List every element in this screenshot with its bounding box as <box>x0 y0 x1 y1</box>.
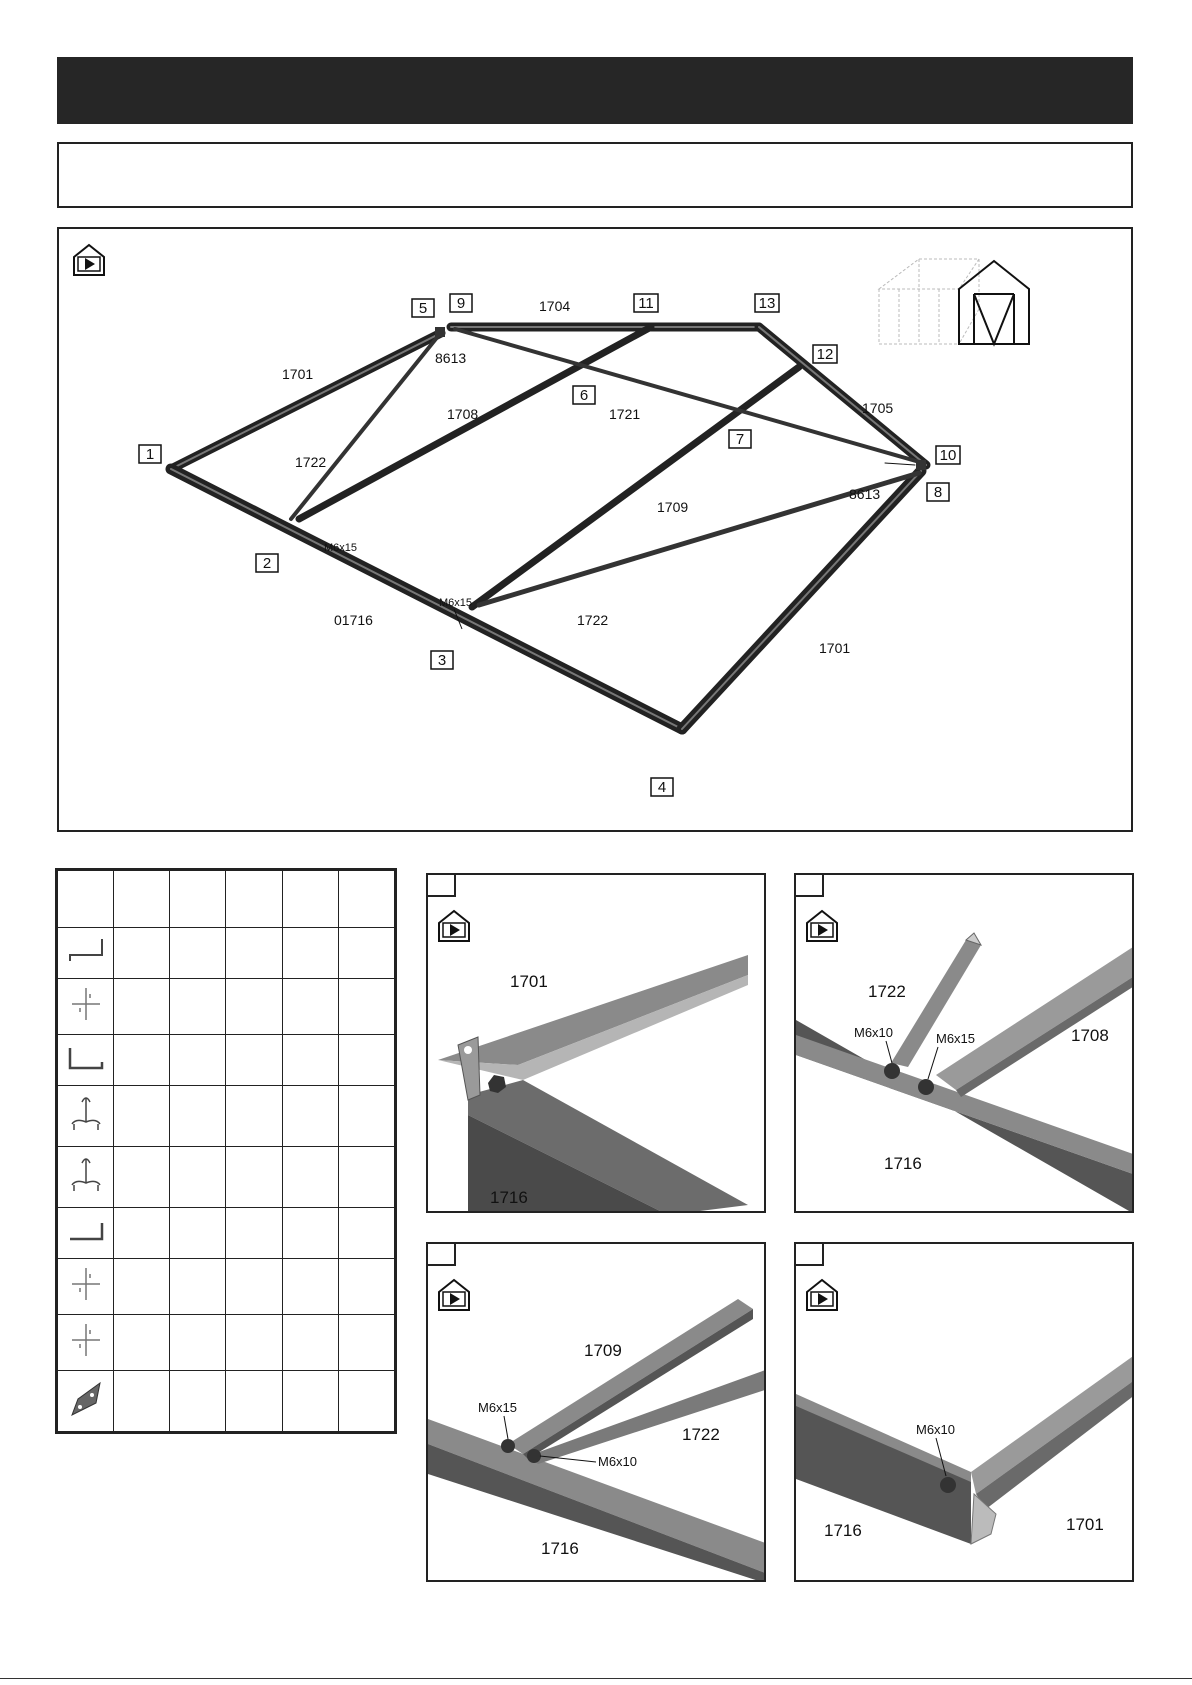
cross-profile-icon <box>64 984 108 1024</box>
footer-rule <box>0 1678 1192 1679</box>
title-bar <box>57 57 1133 124</box>
greenhouse-arrow-icon <box>807 911 837 941</box>
table-row <box>58 1371 395 1432</box>
base-frame <box>171 327 926 729</box>
callout-10: 10 <box>939 447 957 464</box>
detail-corner-1716-1701 <box>794 1242 1134 1582</box>
label-1716: 1716 <box>884 1154 922 1173</box>
ridge-profile-icon <box>64 1092 108 1136</box>
table-row <box>58 1259 395 1315</box>
callout-9: 9 <box>456 295 466 312</box>
gusset-plate-icon <box>64 1377 108 1421</box>
label-1716: 1716 <box>490 1188 528 1207</box>
label-1709: 1709 <box>584 1341 622 1360</box>
callout-8: 8 <box>933 484 943 501</box>
table-row <box>58 1147 395 1208</box>
callout-12: 12 <box>816 346 834 363</box>
label-1704: 1704 <box>539 298 571 314</box>
callout-5: 5 <box>418 300 428 317</box>
label-m6x15-b: M6x15 <box>439 597 473 609</box>
table-row <box>58 928 395 979</box>
label-1705: 1705 <box>862 400 894 416</box>
cross-profile-icon <box>64 1264 108 1304</box>
table-row <box>58 1207 395 1258</box>
step-tab <box>428 1244 456 1266</box>
label-1721: 1721 <box>609 406 641 422</box>
callout-7: 7 <box>735 431 745 448</box>
label-8613-right: 8613 <box>849 486 881 502</box>
label-m6x10: M6x10 <box>598 1454 638 1469</box>
table-row <box>58 979 395 1035</box>
label-1722-right: 1722 <box>577 612 609 628</box>
label-1722: 1722 <box>682 1425 720 1444</box>
detail-corner-1701-1716 <box>426 873 766 1213</box>
label-1722-left: 1722 <box>295 454 327 470</box>
label-1701-left: 1701 <box>282 366 314 382</box>
detail-1709-1722-1716 <box>426 1242 766 1582</box>
callout-4: 4 <box>657 779 667 796</box>
label-m6x10: M6x10 <box>854 1025 894 1040</box>
label-1709: 1709 <box>657 499 689 515</box>
callout-3: 3 <box>437 652 447 669</box>
label-m6x15: M6x15 <box>936 1031 976 1046</box>
label-m6x15-a: M6x15 <box>324 542 358 554</box>
table-row <box>58 1315 395 1371</box>
parts-table <box>55 868 397 1434</box>
step-tab <box>796 1244 824 1266</box>
label-1716: 1716 <box>824 1521 862 1540</box>
greenhouse-thumbnail <box>879 259 1029 344</box>
label-1701: 1701 <box>510 972 548 991</box>
greenhouse-arrow-icon <box>74 245 104 275</box>
callout-1: 1 <box>145 446 155 463</box>
angle-profile-icon <box>64 1213 108 1249</box>
callout-13: 13 <box>758 295 776 312</box>
label-1716: 1716 <box>541 1539 579 1558</box>
corner-profile-icon <box>64 933 108 969</box>
greenhouse-arrow-icon <box>439 1280 469 1310</box>
ridge-profile-icon <box>64 1153 108 1197</box>
label-m6x10: M6x10 <box>916 1422 956 1437</box>
label-m6x15: M6x15 <box>478 1400 518 1415</box>
step-tab <box>428 875 456 897</box>
main-assembly-diagram <box>57 227 1133 832</box>
label-01716: 01716 <box>334 612 373 628</box>
greenhouse-arrow-icon <box>807 1280 837 1310</box>
callout-numbers <box>139 294 960 796</box>
label-8613-top: 8613 <box>435 350 467 366</box>
label-1722: 1722 <box>868 982 906 1001</box>
table-row <box>58 1086 395 1147</box>
label-1701: 1701 <box>1066 1515 1104 1534</box>
table-row <box>58 1035 395 1086</box>
detail-1722-1708-1716 <box>794 873 1134 1213</box>
greenhouse-arrow-icon <box>439 911 469 941</box>
label-1708: 1708 <box>1071 1026 1109 1045</box>
angle-profile-icon <box>64 1040 108 1076</box>
callout-6: 6 <box>579 387 589 404</box>
callout-2: 2 <box>262 555 272 572</box>
callout-11: 11 <box>638 295 654 312</box>
instruction-box <box>57 142 1133 208</box>
label-1701-right: 1701 <box>819 640 851 656</box>
step-tab <box>796 875 824 897</box>
label-1708: 1708 <box>447 406 479 422</box>
cross-profile-icon <box>64 1320 108 1360</box>
